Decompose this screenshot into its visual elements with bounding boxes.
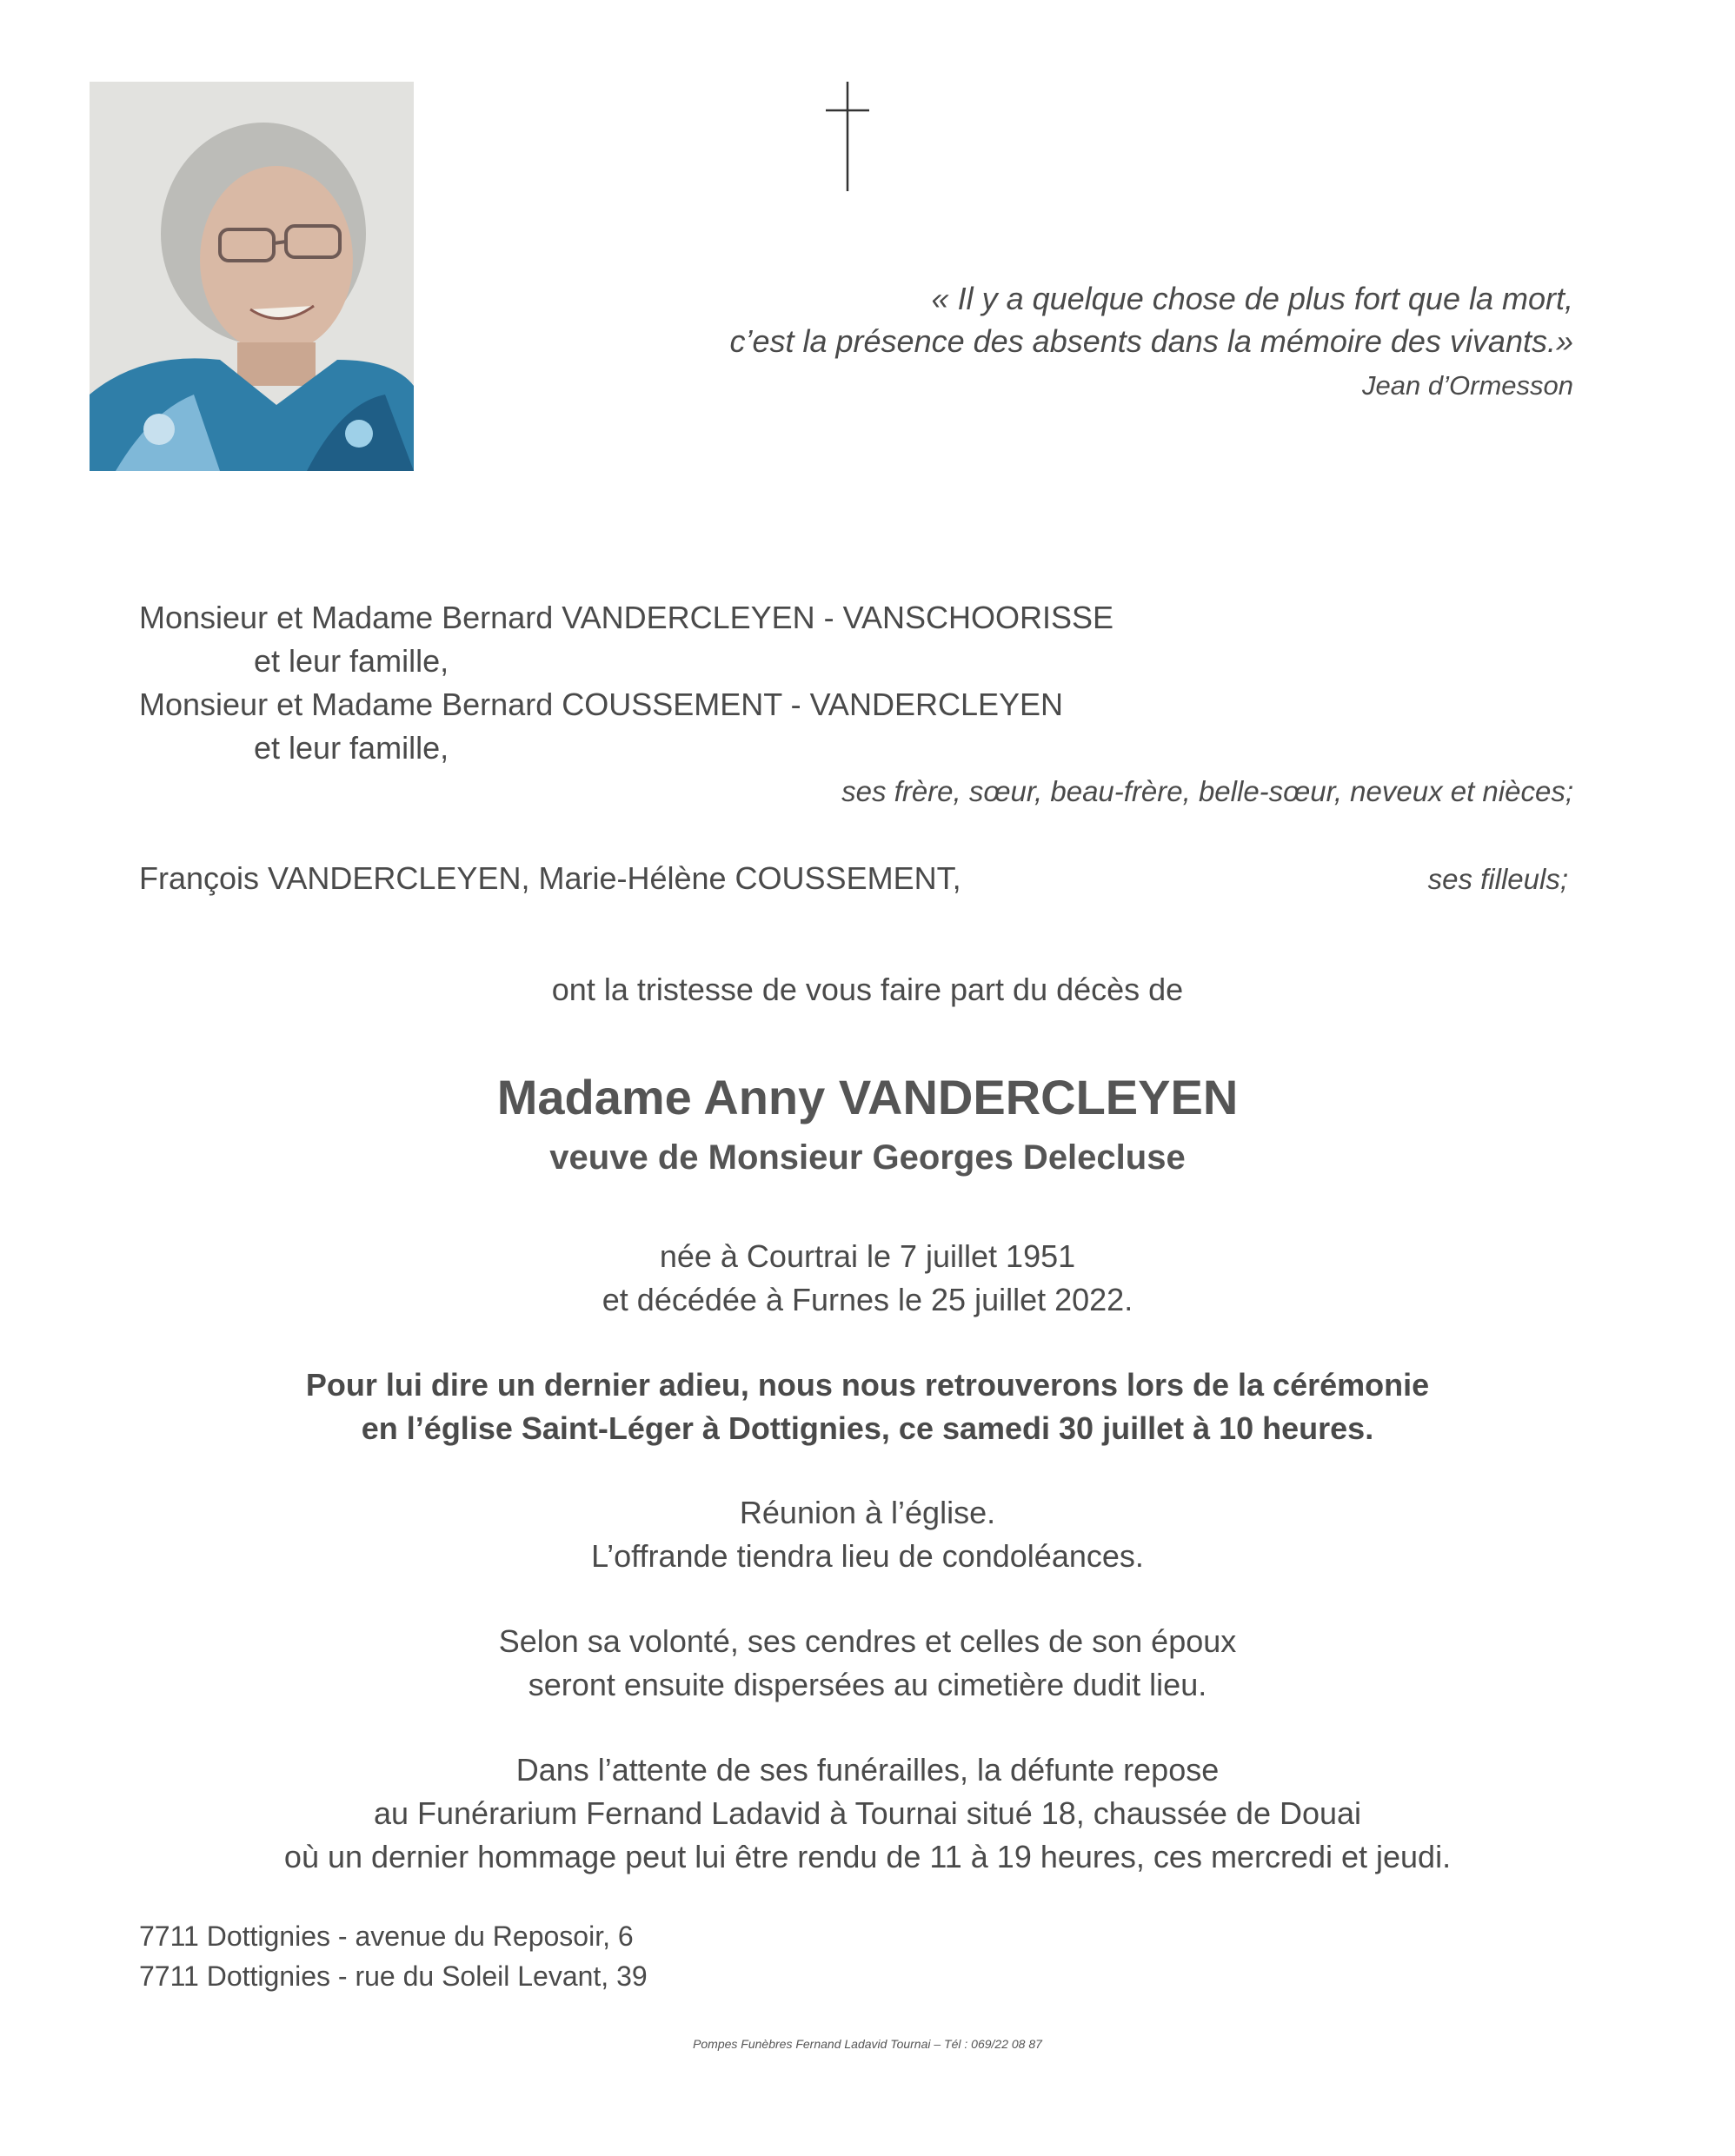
ceremony-line-1: Pour lui dire un dernier adieu, nous nous retrouverons lors de la cérémonie	[305, 1367, 1430, 1403]
birth-info: née à Courtrai le 7 juillet 1951	[659, 1238, 1076, 1274]
quote-line-1: « Il y a quelque chose de plus fort que la mort,	[931, 281, 1573, 316]
portrait-photo	[90, 82, 414, 471]
cross-icon	[817, 82, 878, 191]
announcement: ont la tristesse de vous faire part du décès de	[551, 972, 1184, 1007]
family-line-1: Monsieur et Madame Bernard VANDERCLEYEN - VANSCHOORISSE	[139, 600, 1114, 635]
family-suffix-2: et leur famille,	[254, 730, 449, 766]
family-line-2: Monsieur et Madame Bernard COUSSEMENT - VANDERCLEYEN	[139, 687, 1064, 722]
death-info: et décédée à Furnes le 25 juillet 2022.	[602, 1282, 1133, 1317]
godchildren-names: François VANDERCLEYEN, Marie-Hélène COUSSEMENT,	[139, 860, 961, 896]
quote-line-2: c’est la présence des absents dans la mémoire des vivants.»	[729, 323, 1573, 359]
footer: Pompes Funèbres Fernand Ladavid Tournai – Tél : 069/22 08 87	[693, 2037, 1042, 2051]
funerarium-line-3: où un dernier hommage peut lui être rendu de 11 à 19 heures, ces mercredi et jeudi.	[283, 1839, 1452, 1874]
quote-author: Jean d’Ormesson	[1362, 370, 1573, 401]
address-2: 7711 Dottignies - rue du Soleil Levant, 39	[139, 1960, 648, 1992]
deceased-name: Madame Anny VANDERCLEYEN	[496, 1070, 1239, 1124]
family-relation: ses frère, sœur, beau-frère, belle-sœur, neveux et nièces;	[841, 775, 1573, 807]
portrait-illustration	[90, 82, 414, 471]
funerarium-line-2: au Funérarium Fernand Ladavid à Tournai situé 18, chaussée de Douai	[373, 1795, 1362, 1831]
widow-of: veuve de Monsieur Georges Delecluse	[549, 1138, 1186, 1177]
meeting-line-1: Réunion à l’église.	[739, 1495, 996, 1530]
ashes-line-2: seront ensuite dispersées au cimetière dudit lieu.	[528, 1667, 1207, 1702]
family-suffix-1: et leur famille,	[254, 643, 449, 679]
funerarium-line-1: Dans l’attente de ses funérailles, la défunte repose	[515, 1752, 1220, 1788]
godchildren-relation: ses filleuls;	[1427, 863, 1568, 895]
address-1: 7711 Dottignies - avenue du Reposoir, 6	[139, 1920, 634, 1952]
ceremony-line-2: en l’église Saint-Léger à Dottignies, ce samedi 30 juillet à 10 heures.	[361, 1410, 1374, 1446]
ashes-line-1: Selon sa volonté, ses cendres et celles de son époux	[498, 1623, 1237, 1659]
meeting-line-2: L’offrande tiendra lieu de condoléances.	[591, 1538, 1144, 1574]
